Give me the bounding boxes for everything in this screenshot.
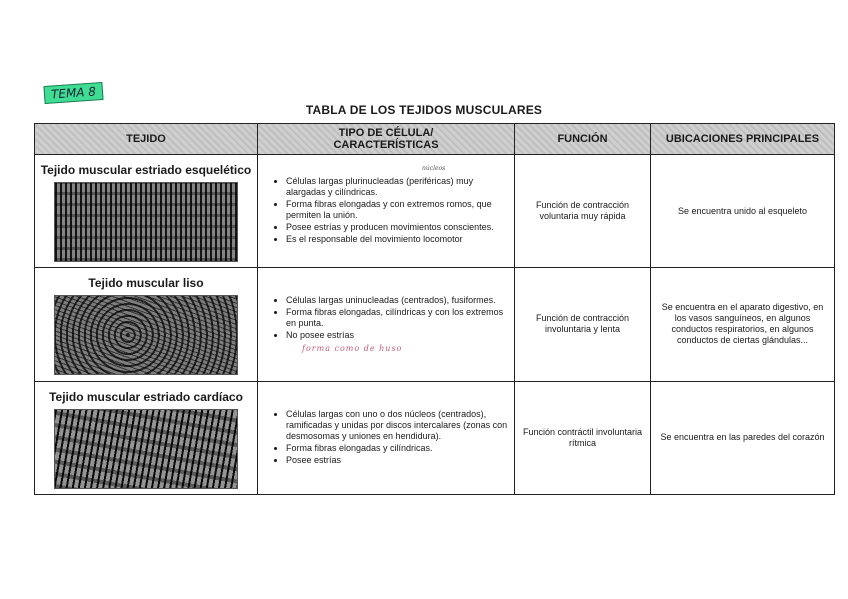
tissue-name: Tejido muscular liso	[88, 276, 204, 291]
table-row	[35, 268, 835, 381]
header-tipo-line2: CARACTERÍSTICAS	[333, 139, 439, 151]
location-cell: Se encuentra en las paredes del corazón	[651, 381, 835, 494]
location-cell: Se encuentra unido al esqueleto	[651, 155, 835, 268]
list-item: • Posee estrías	[286, 455, 508, 466]
skeletal-muscle-micrograph	[54, 182, 238, 262]
list-item: • Es el responsable del movimiento locomotor	[286, 234, 508, 245]
list-item: • Forma fibras elongadas, cilíndricas y con los extremos en punta.	[286, 307, 508, 329]
characteristics-cell	[258, 155, 515, 268]
header-ubicaciones: UBICACIONES PRINCIPALES	[651, 124, 835, 155]
tissue-name: Tejido muscular estriado esquelético	[40, 163, 252, 178]
location-cell: Se encuentra en el aparato digestivo, en los vasos sanguíneos, en algunos conductos respiratorios, en algunos conductos de ciertas glándulas...	[651, 268, 835, 381]
header-tipo-celula	[258, 124, 515, 155]
list-item: • No posee estrías	[286, 330, 508, 341]
header-funcion: FUNCIÓN	[515, 124, 651, 155]
characteristics-cell	[258, 381, 515, 494]
smooth-muscle-micrograph	[54, 295, 238, 375]
handwritten-annotation: núcleos	[422, 165, 446, 172]
document-title: TABLA DE LOS TEJIDOS MUSCULARES	[305, 103, 543, 117]
list-item: • Células largas plurinucleadas (periféricas) muy alargadas y cilíndricas.	[286, 176, 508, 198]
characteristics-list	[272, 176, 508, 245]
characteristics-list	[272, 409, 508, 466]
scan-footer-mark	[634, 583, 635, 588]
tissue-cell	[35, 381, 258, 494]
list-item: • Forma fibras elongadas y cilíndricas.	[286, 443, 508, 454]
characteristics-list	[272, 295, 508, 341]
table-row	[35, 155, 835, 268]
list-item: • Células largas con uno o dos núcleos (centrados), ramificadas y unidas por discos intercalares (zonas con desmosomas y uniones en hendidura).	[286, 409, 508, 442]
handwritten-note: forma como de huso	[302, 343, 403, 353]
header-row	[35, 124, 835, 155]
list-item: • Posee estrías y producen movimientos conscientes.	[286, 222, 508, 233]
function-cell: Función de contracción voluntaria muy rápida	[515, 155, 651, 268]
characteristics-cell	[258, 268, 515, 381]
tissue-cell	[35, 155, 258, 268]
table-row	[35, 381, 835, 494]
tissue-cell	[35, 268, 258, 381]
tissue-name: Tejido muscular estriado cardíaco	[49, 389, 243, 404]
header-tipo-line1: TIPO DE CÉLULA/	[338, 127, 434, 139]
function-cell: Función de contracción involuntaria y lenta	[515, 268, 651, 381]
header-tejido: TEJIDO	[35, 124, 258, 155]
cardiac-muscle-micrograph	[54, 409, 238, 489]
list-item: • Células largas uninucleadas (centrados), fusiformes.	[286, 295, 508, 306]
topic-tag: TEMA 8	[43, 82, 103, 104]
muscle-tissue-table	[34, 123, 835, 495]
list-item: • Forma fibras elongadas y con extremos romos, que permiten la unión.	[286, 199, 508, 221]
function-cell: Función contráctil involuntaria rítmica	[515, 381, 651, 494]
